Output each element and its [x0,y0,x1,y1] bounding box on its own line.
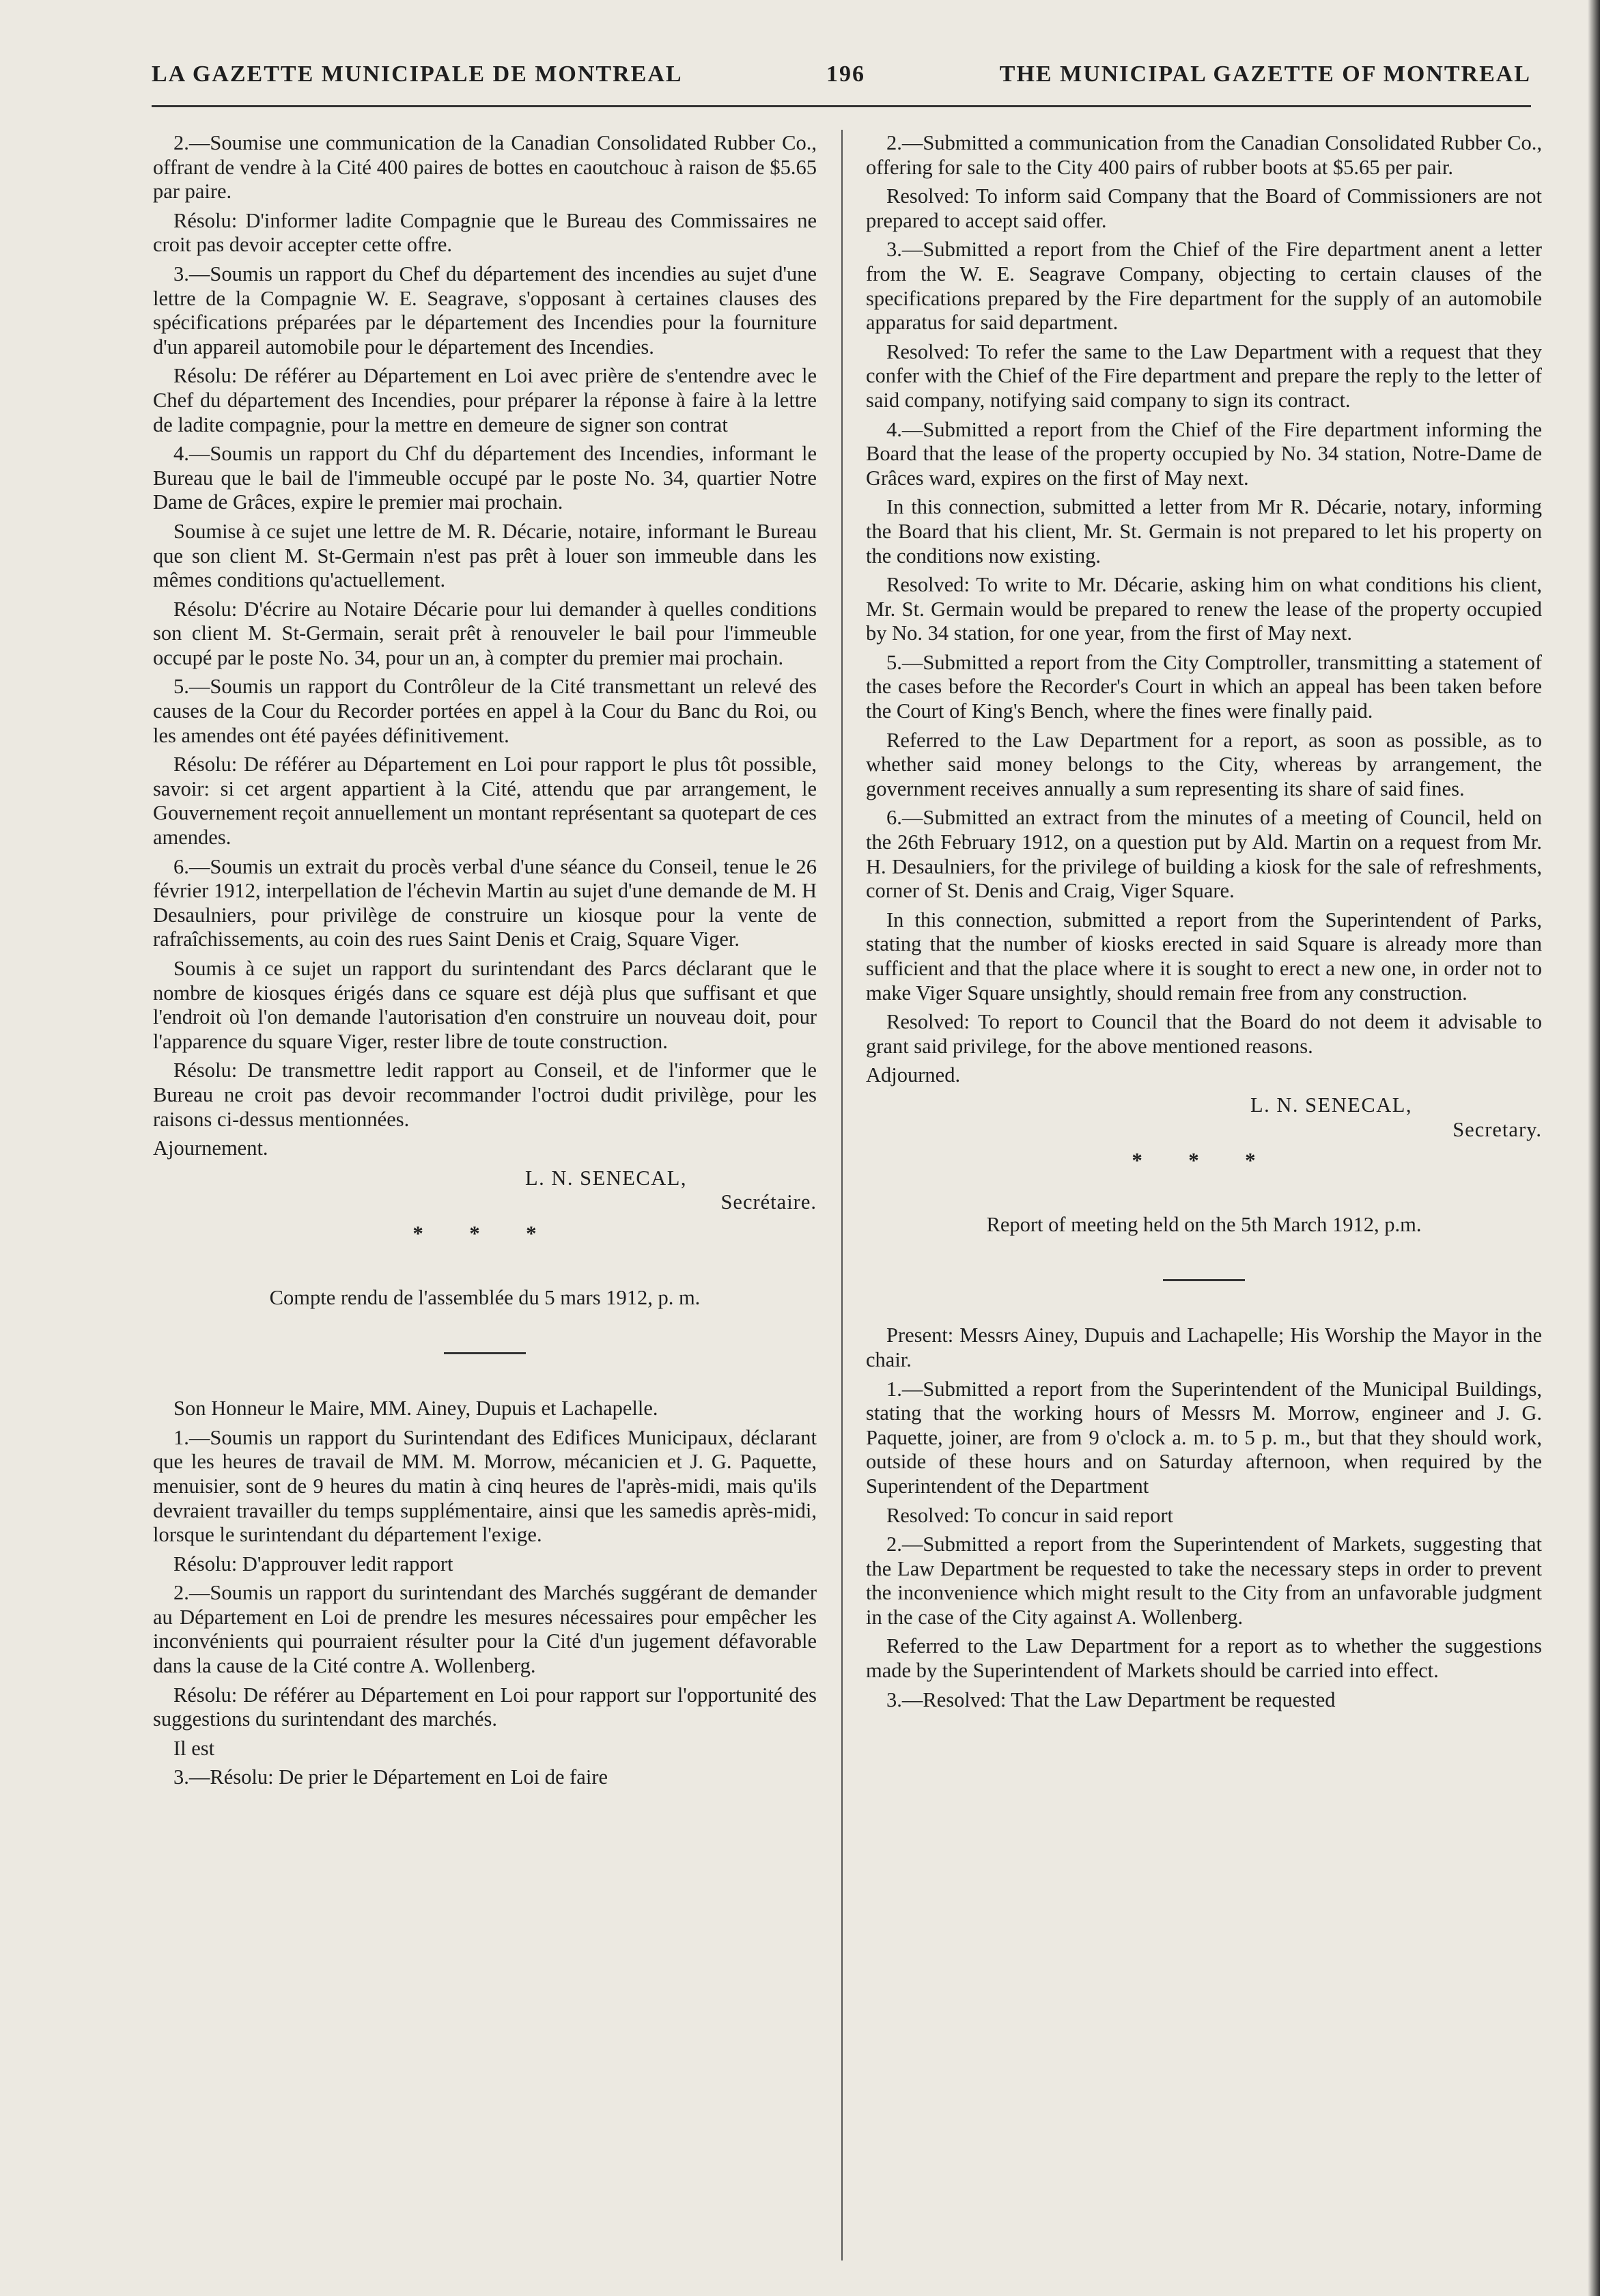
en-signature-title: Secretary. [1452,1117,1542,1141]
fr-paragraph: Résolu: De transmettre ledit rapport au Conseil, et de l'informer que le Bureau ne croit pas devoir recommander l'octroi dudit privilège, pour les raisons ci-dessus mentionnées. [153,1059,817,1131]
fr-paragraph: Résolu: De référer au Département en Loi pour rapport sur l'opportunité des suggestions du surintendant des marchés. [153,1683,817,1731]
fr-adjourn: Ajournement. [153,1136,268,1160]
fr-paragraph: 6.—Soumis un extrait du procès verbal d'une séance du Conseil, tenue le 26 février 1912, interpellation de l'échevin Martin au sujet d'une demande de M. H Desaulniers, pour privilège de construire un kiosque pour la vente de rafraîchissements, au coin des rues Saint Denis et Craig, Square Viger. [153,854,817,951]
en-paragraph: 5.—Submitted a report from the City Comptroller, transmitting a statement of the cases before the Recorder's Court in which an appeal has been taken before the Court of King's Bench, where the fines were finally paid. [866,650,1542,723]
en-paragraph: Referred to the Law Department for a report, as soon as possible, as to whether said money belongs to the City, whereas by arrangement, the government receives annually a sum representing its share of said fines. [866,728,1542,800]
fr-paragraph: Soumise à ce sujet une lettre de M. R. Décarie, notaire, informant le Bureau que son client M. St-Germain n'est pas prêt à louer son immeuble dans les mêmes conditions qu'actuellement. [153,519,817,592]
page-number: 196 [826,61,865,87]
fr-paragraph: Résolu: D'écrire au Notaire Décarie pour lui demander à quelles conditions son client M. St-Germain, serait prêt à renouveler le bail pour l'immeuble occupé par le poste No. 34, pour un an, à compter du premier mai prochain. [153,597,817,669]
fr-short-rule [444,1352,526,1354]
header-title-french: LA GAZETTE MUNICIPALE DE MONTREAL [152,61,683,87]
fr-paragraph: 4.—Soumis un rapport du Chf du département des Incendies, informant le Bureau que le bail de l'immeuble occupé par le poste No. 34, quartier Notre Dame de Grâces, expire le premier mai prochain. [153,442,817,514]
fr-paragraph: 2.—Soumis un rapport du surintendant des Marchés suggérant de demander au Département en Loi de prendre les mesures nécessaires pour empêcher les inconvénients qui pourraient résulter pour la Cité d'un jugement défavorable dans la cause de la Cité contre A. Wollenberg. [153,1581,817,1678]
en-meeting-title: Report of meeting held on the 5th March 1912, p.m. [986,1212,1422,1236]
en-paragraph: Resolved: To refer the same to the Law Department with a request that they confer with the Chief of the Fire department and prepare the reply to the letter of said company, notifying said company to sign its contract. [866,339,1542,412]
fr-paragraph: 3.—Résolu: De prier le Département en Loi de faire [173,1765,608,1789]
en-paragraph: Present: Messrs Ainey, Dupuis and Lachapelle; His Worship the Mayor in the chair. [866,1324,1542,1371]
en-paragraph: Resolved: To write to Mr. Décarie, asking him on what conditions his client, Mr. St. Germain would be prepared to renew the lease of the property occupied by No. 34 station, for one year, from the first of May next. [866,573,1542,645]
en-paragraph: Referred to the Law Department for a report as to whether the suggestions made by the Superintendent of Markets should be carried into effect. [866,1634,1542,1683]
fr-section-stars: * * * [412,1221,557,1245]
fr-paragraph: Soumis à ce sujet un rapport du surintendant des Parcs déclarant que le nombre de kiosques érigés dans ce square est déjà plus que suffisant et que l'endroit où l'on demande l'autorisation d'en construire un nouveau doit, pour l'apparence du square Viger, rester libre de toute construction. [153,957,817,1053]
header-rule [152,105,1531,107]
en-paragraph: 4.—Submitted a report from the Chief of the Fire department informing the Board that the lease of the property occupied by No. 34 station, Notre-Dame de Grâces ward, expires on the first of May next. [866,417,1542,490]
fr-paragraph: Son Honneur le Maire, MM. Ainey, Dupuis et Lachapelle. [173,1397,658,1420]
en-paragraph: 6.—Submitted an extract from the minutes of a meeting of Council, held on the 26th February 1912, on a question put by Ald. Martin on a request from Mr. H. Desaulniers, for the privilege of building a kiosk for the sale of refreshments, corner of St. Denis and Craig, Viger Square. [866,806,1542,903]
en-paragraph: Resolved: To report to Council that the Board do not deem it advisable to grant said privilege, for the above mentioned reasons. [866,1010,1542,1058]
fr-paragraph: Il est [173,1736,215,1760]
fr-paragraph: Résolu: De référer au Département en Loi avec prière de s'entendre avec le Chef du département des Incendies, pour préparer la réponse à faire à la lettre de ladite compagnie, pour la mettre en demeure de signer son contrat [153,364,817,436]
fr-paragraph: 2.—Soumise une communication de la Canadian Consolidated Rubber Co., offrant de vendre à la Cité 400 paires de bottes en caoutchouc à raison de $5.65 par paire. [153,131,817,204]
fr-paragraph: 3.—Soumis un rapport du Chef du département des incendies au sujet d'une lettre de la Compagnie W. E. Seagrave, s'opposant à certaines clauses des spécifications préparées par le département des Incendies pour la fourniture d'un appareil automobile pour le département des Incendies. [153,262,817,359]
fr-paragraph: 5.—Soumis un rapport du Contrôleur de la Cité transmettant un relevé des causes de la Cour du Recorder portées en appel à la Cour du Banc du Roi, ou les amendes ont été payées définitivement. [153,675,817,747]
en-paragraph: 3.—Resolved: That the Law Department be requested [886,1688,1336,1711]
en-paragraph: 1.—Submitted a report from the Superintendent of the Municipal Buildings, stating that the working hours of Messrs M. Morrow, engineer and J. G. Paquette, joiner, are from 9 o'clock a. m. to 5 p. m., but that they should work, outside of these hours and on Saturday afternoon, when required by the Superintendent of the Department [866,1377,1542,1498]
en-signature-name: L. N. SENECAL, [1250,1093,1412,1117]
page-edge-shadow [1588,0,1600,2296]
fr-paragraph: 1.—Soumis un rapport du Surintendant des Edifices Municipaux, déclarant que les heures de travail de MM. M. Morrow, mécanicien et J. G. Paquette, menuisier, sont de 9 heures du matin à cinq heures de l'après-midi, mais qu'ils devraient travailler du temps supplémentaire, ainsi que les samedis après-midi, lorsque le surintendant du département l'exige. [153,1425,817,1547]
en-paragraph: Resolved: To concur in said report [886,1503,1173,1527]
en-paragraph: 2.—Submitted a communication from the Canadian Consolidated Rubber Co., offering for sale to the City 400 pairs of rubber boots at $5.65 per pair. [866,131,1542,179]
en-paragraph: In this connection, submitted a report from the Superintendent of Parks, stating that the number of kiosks erected in said Square is already more than sufficient and that the place where it is sought to erect a new one, in order not to make Viger Square unsightly, should remain free from any construction. [866,908,1542,1005]
header-title-english: THE MUNICIPAL GAZETTE OF MONTREAL [999,61,1531,87]
fr-signature-name: L. N. SENECAL, [524,1166,687,1190]
column-divider [841,130,843,2260]
french-column [153,131,817,2262]
fr-meeting-title: Compte rendu de l'assemblée du 5 mars 1912, p. m. [269,1285,701,1309]
en-adjourn: Adjourned. [866,1063,961,1087]
en-section-stars: * * * [1132,1149,1276,1173]
en-paragraph: 2.—Submitted a report from the Superintendent of Markets, suggesting that the Law Department be requested to take the necessary steps in order to prevent the inconvenience which might result to the City from an unfavorable judgment in the case of the City against A. Wollenberg. [866,1532,1542,1629]
fr-paragraph: Résolu: De référer au Département en Loi pour rapport le plus tôt possible, savoir: si cet argent appartient à la Cité, attendu que par arrangement, le Gouvernement reçoit annuellement un montant représentant sa quotepart de ces amendes. [153,753,817,850]
fr-paragraph: Résolu: D'approuver ledit rapport [173,1552,453,1576]
page-header [152,61,1531,102]
english-column [866,131,1542,2262]
en-paragraph: 3.—Submitted a report from the Chief of the Fire department anent a letter from the W. E. Seagrave Company, objecting to certain clauses of the specifications prepared by the Fire department for the supply of an automobile apparatus for said department. [866,238,1542,335]
en-paragraph: In this connection, submitted a letter from Mr R. Décarie, notary, informing the Board that his client, Mr. St. Germain is not prepared to let his property on the conditions now existing. [866,495,1542,568]
en-paragraph: Resolved: To inform said Company that the Board of Commissioners are not prepared to accept said offer. [866,184,1542,232]
fr-paragraph: Résolu: D'informer ladite Compagnie que le Bureau des Commissaires ne croit pas devoir accepter cette offre. [153,208,817,257]
fr-signature-title: Secrétaire. [720,1190,817,1214]
en-short-rule [1163,1279,1245,1281]
